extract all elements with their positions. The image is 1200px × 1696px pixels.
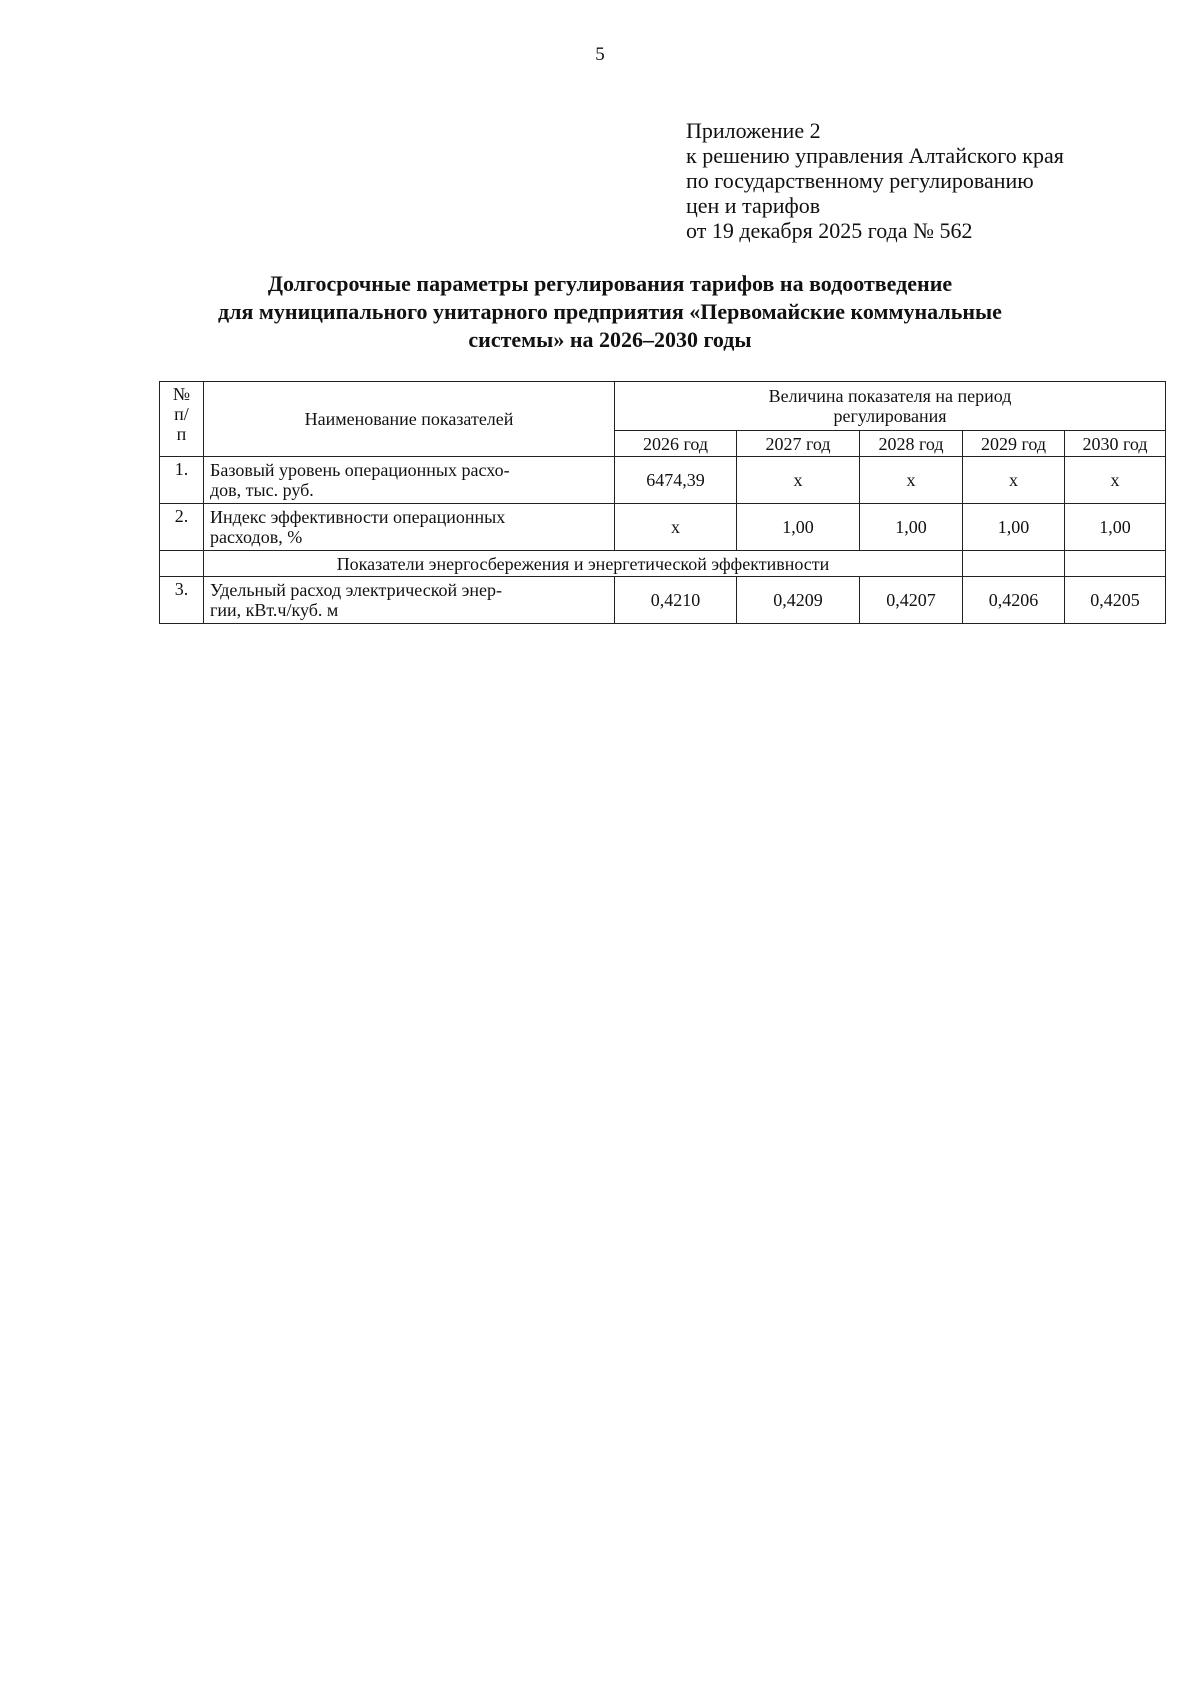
appendix-line: цен и тарифов [686,193,821,218]
header-period [615,382,1166,431]
header-year: 2030 год [1065,431,1166,457]
table-row [160,457,1166,504]
row-value: 1,00 [737,504,860,551]
row-value: 0,4207 [860,577,963,624]
table-row [160,577,1166,624]
table-row [160,504,1166,551]
section-num-empty [160,551,204,577]
title-line: системы» на 2026–2030 годы [468,327,752,352]
row-value: х [615,504,737,551]
appendix-line: от 19 декабря 2025 года № 562 [686,218,973,243]
row-value: 6474,39 [615,457,737,504]
header-period-line: регулирования [833,406,947,426]
row-name: Удельный расход электрической энер- гии, кВт.ч/куб. м [204,577,615,624]
row-value: 0,4209 [737,577,860,624]
row-num: 2. [160,504,204,551]
title-line: Долгосрочные параметры регулирования тарифов на водоотведение [267,271,953,296]
appendix-line: к решению управления Алтайского края [686,143,1064,168]
header-name: Наименование показателей [204,382,615,457]
row-value: х [963,457,1065,504]
row-num: 3. [160,577,204,624]
row-value: 1,00 [963,504,1065,551]
appendix-line: по государственному регулированию [686,168,1034,193]
appendix-block [686,118,1064,243]
row-value: 1,00 [860,504,963,551]
header-year: 2026 год [615,431,737,457]
header-year: 2027 год [737,431,860,457]
section-label: Показатели энергосбережения и энергетической эффективности [204,551,963,577]
appendix-line: Приложение 2 [686,118,821,143]
header-year: 2029 год [963,431,1065,457]
section-empty-cell [1065,551,1166,577]
section-empty-cell [963,551,1065,577]
row-name: Индекс эффективности операционных расходов, % [204,504,615,551]
title-line: для муниципального унитарного предприятия «Первомайские коммунальные [218,299,1002,324]
parameters-table [159,381,1166,624]
page-number: 5 [595,44,605,65]
header-period-line: Величина показателя на период [768,386,1012,406]
row-value: 0,4205 [1065,577,1166,624]
header-year: 2028 год [860,431,963,457]
row-num: 1. [160,457,204,504]
header-num-line: п/ [174,404,189,424]
header-num-line: № [172,384,191,404]
row-name: Базовый уровень операционных расхо- дов, тыс. руб. [204,457,615,504]
section-row [160,551,1166,577]
row-value: х [737,457,860,504]
header-num [160,382,204,457]
document-title [180,270,1040,354]
header-num-line: п [176,424,187,444]
row-value: х [860,457,963,504]
row-value: 0,4210 [615,577,737,624]
row-value: 1,00 [1065,504,1166,551]
row-value: 0,4206 [963,577,1065,624]
row-value: х [1065,457,1166,504]
